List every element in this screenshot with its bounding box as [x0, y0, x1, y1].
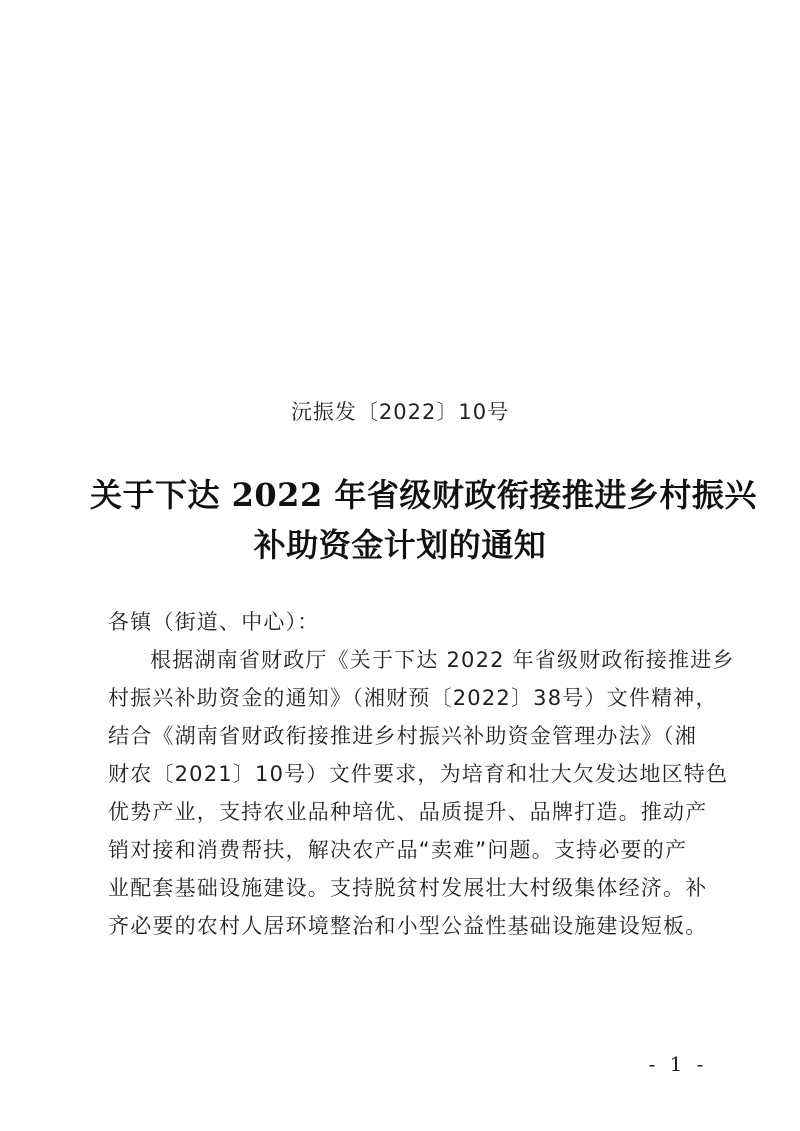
document-body [108, 603, 735, 945]
document-title [90, 470, 757, 570]
body-line-3: 结合《湖南省财政衔接推进乡村振兴补助资金管理办法》（湘 [108, 724, 697, 748]
title-line-1: 关于下达 2022 年省级财政衔接推进乡村振兴 [90, 476, 757, 514]
body-line-1: 根据湖南省财政厅《关于下达 2022 年省级财政衔接推进乡 [150, 648, 735, 672]
title-line-2: 补助资金计划的通知 [253, 526, 547, 564]
body-line-4: 财农〔2021〕10号）文件要求，为培育和壮大欠发达地区特色 [108, 762, 729, 786]
document-number: 沅振发〔2022〕10号 [290, 400, 510, 424]
salutation: 各镇（街道、中心）： [108, 610, 320, 634]
body-line-7: 业配套基础设施建设。支持脱贫村发展壮大村级集体经济。补 [108, 876, 708, 900]
body-line-2: 村振兴补助资金的通知》（湘财预〔2022〕38号）文件精神， [108, 686, 718, 710]
page-number: - 1 - [648, 1052, 708, 1076]
body-line-8: 齐必要的农村人居环境整治和小型公益性基础设施建设短板。 [108, 914, 708, 938]
body-line-6: 销对接和消费帮扶，解决农产品“卖难”问题。支持必要的产 [108, 838, 688, 862]
body-line-5: 优势产业，支持农业品种培优、品质提升、品牌打造。推动产 [108, 800, 708, 824]
